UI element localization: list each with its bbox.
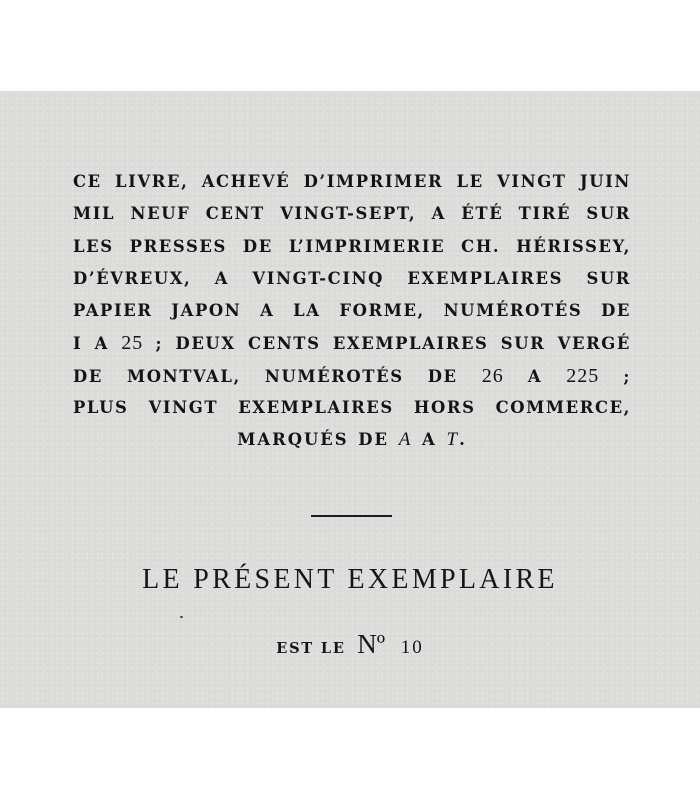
line9-mid: A xyxy=(412,430,447,450)
line6-pre: I A xyxy=(73,334,122,354)
colophon-line-2: MIL NEUF CENT VINGT-SEPT, A ÉTÉ TIRÉ SUR xyxy=(73,204,631,224)
copy-number xyxy=(0,624,700,669)
numero-sign: Nº xyxy=(357,629,386,659)
line9-post: . xyxy=(459,430,467,450)
line7-post: ; xyxy=(599,366,631,386)
line7-pre: DE MONTVAL, NUMÉROTÉS DE xyxy=(73,366,482,386)
copy-number-prefix: EST LE xyxy=(276,640,346,657)
colophon-line-8: PLUS VINGT EXEMPLAIRES HORS COMMERCE, xyxy=(73,398,631,418)
colophon-line-4: D’ÉVREUX, A VINGT-CINQ EXEMPLAIRES SUR xyxy=(73,268,631,288)
line9-letter-to: T xyxy=(446,429,460,451)
line9-letter-from: A xyxy=(398,429,413,451)
line7-number-to: 225 xyxy=(566,364,600,387)
line7-mid: A xyxy=(503,366,567,386)
paper-speck xyxy=(180,616,183,618)
colophon-line-1: CE LIVRE, ACHEVÉ D’IMPRIMER LE VINGT JUIN xyxy=(73,172,631,191)
line9-pre: MARQUÉS DE xyxy=(237,430,399,450)
line6-number: 25 xyxy=(121,332,144,355)
separator-rule xyxy=(311,515,392,517)
line7-number-from: 26 xyxy=(481,364,504,387)
copy-number-value: 10 xyxy=(400,637,424,658)
colophon-line-7 xyxy=(73,360,631,392)
colophon-line-5: PAPIER JAPON A LA FORME, NUMÉROTÉS DE xyxy=(73,301,631,321)
colophon-block xyxy=(73,166,631,457)
colophon-line-3: LES PRESSES DE L’IMPRIMERIE CH. HÉRISSEY, xyxy=(73,236,631,256)
colophon-line-9 xyxy=(73,424,631,456)
colophon-line-6 xyxy=(73,327,631,359)
present-copy-heading: LE PRÉSENT EXEMPLAIRE xyxy=(142,564,558,595)
line6-post: ; DEUX CENTS EXEMPLAIRES SUR VERGÉ xyxy=(143,334,631,354)
